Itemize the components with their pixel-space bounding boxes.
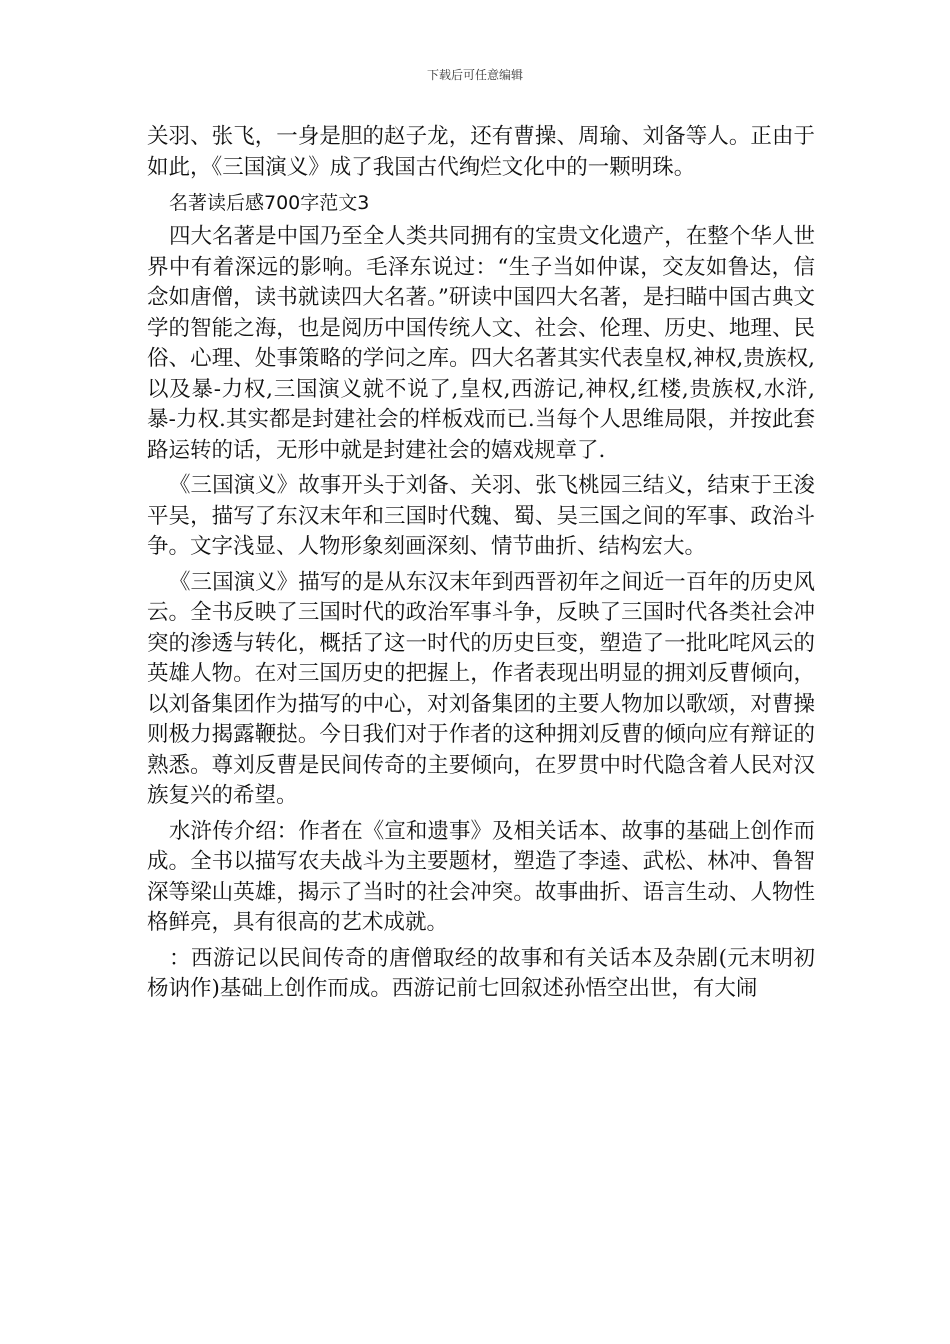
- paragraph-journey-west: ：西游记以民间传奇的唐僧取经的故事和有关话本及杂剧(元末明初杨讷作)基础上创作而成。西游记前七回叙述孙悟空出世，有大闹: [147, 945, 815, 1001]
- paragraph-water-margin: 水浒传介绍：作者在《宣和遗事》及相关话本、故事的基础上创作而成。全书以描写农夫战斗为主要题材，塑造了李逵、武松、林冲、鲁智深等梁山英雄，揭示了当时的社会冲突。故事曲折、语言生动、人物性格鲜亮，具有很高的艺术成就。: [147, 818, 815, 935]
- paragraph-four-classics: 四大名著是中国乃至全人类共同拥有的宝贵文化遗产，在整个华人世界中有着深远的影响。毛泽东说过：“生子当如仲谋，交友如鲁达，信念如唐僧，读书就读四大名著。”研读中国四大名著，是扫瞄中国古典文学的智能之海，也是阅历中国传统人文、社会、伦理、历史、地理、民俗、心理、处事策略的学问之库。四大名著其实代表皇权,神权,贵族权,以及暴-力权,三国演义就不说了,皇权,西游记,神权,红楼,贵族权,水浒,暴-力权.其实都是封建社会的样板戏而已.当每个人思维局限，并按此套路运转的话，无形中就是封建社会的嬉戏规章了.: [147, 224, 815, 463]
- section-heading: 名著读后感700字范文3: [169, 192, 370, 214]
- paragraph-intro-continuation: 关羽、张飞，一身是胆的赵子龙，还有曹操、周瑜、刘备等人。正由于如此，《三国演义》成了我国古代绚烂文化中的一颗明珠。: [147, 124, 815, 180]
- paragraph-three-kingdoms-story: 《三国演义》故事开头于刘备、关羽、张飞桃园三结义，结束于王浚平吴，描写了东汉末年和三国时代魏、蜀、吴三国之间的军事、政治斗争。文字浅显、人物形象刻画深刻、情节曲折、结构宏大。: [147, 473, 815, 559]
- document-body: [147, 122, 815, 1010]
- page-header: 下载后可任意编辑: [426, 68, 523, 82]
- paragraph-three-kingdoms-history: 《三国演义》描写的是从东汉末年到西晋初年之间近一百年的历史风云。全书反映了三国时代的政治军事斗争，反映了三国时代各类社会冲突的渗透与转化，概括了这一时代的历史巨变，塑造了一批叱咤风云的英雄人物。在对三国历史的把握上，作者表现出明显的拥刘反曹倾向，以刘备集团作为描写的中心，对刘备集团的主要人物加以歌颂，对曹操则极力揭露鞭挞。今日我们对于作者的这种拥刘反曹的倾向应有辩证的熟悉。尊刘反曹是民间传奇的主要倾向，在罗贯中时代隐含着人民对汉族复兴的希望。: [147, 569, 815, 808]
